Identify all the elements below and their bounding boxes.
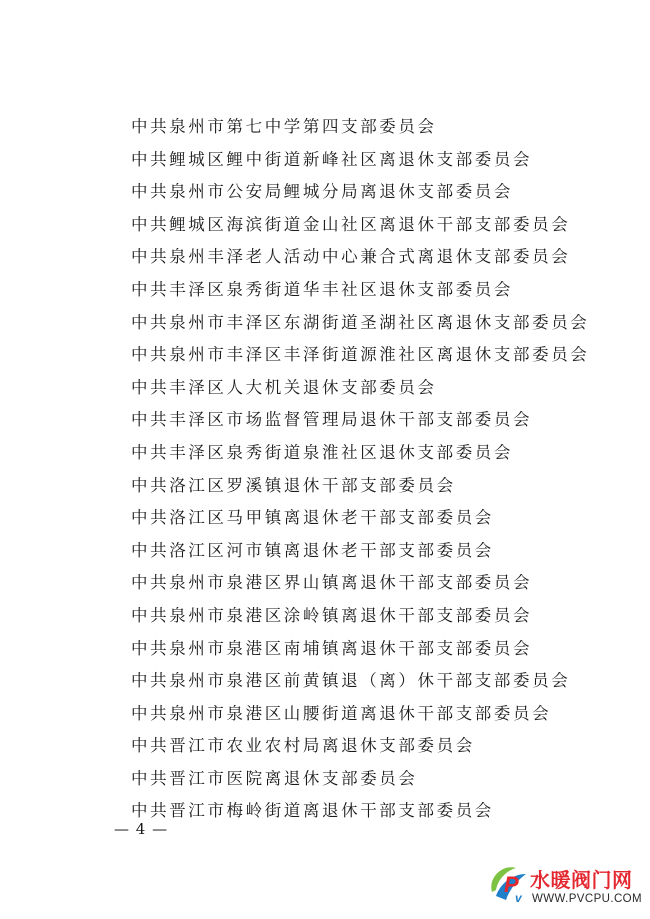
svg-text:v: v — [515, 891, 522, 905]
list-item: 中共丰泽区人大机关退休支部委员会 — [131, 377, 437, 397]
valve-logo-icon — [486, 862, 532, 908]
watermark-url: WWW.PVCPU.COM — [532, 893, 642, 905]
watermark-title: 水暖阀门网 — [530, 868, 633, 892]
organization-list — [131, 111, 589, 828]
list-item: 中共泉州丰泽老人活动中心兼合式离退休支部委员会 — [131, 247, 571, 267]
list-item: 中共洛江区河市镇离退休老干部支部委员会 — [131, 540, 494, 560]
list-item: 中共晋江市农业农村局离退休支部委员会 — [131, 736, 475, 756]
list-item: 中共丰泽区泉秀街道华丰社区退休支部委员会 — [131, 279, 513, 299]
list-item: 中共泉州市丰泽区丰泽街道源淮社区离退休支部委员会 — [131, 345, 590, 365]
page-number: — 4 — — [114, 820, 169, 838]
list-item: 中共洛江区马甲镇离退休老干部支部委员会 — [131, 508, 494, 528]
list-item: 中共晋江市梅岭街道离退休干部支部委员会 — [131, 801, 494, 821]
list-item: 中共泉州市泉港区涂岭镇离退休干部支部委员会 — [131, 605, 533, 625]
list-item: 中共泉州市泉港区前黄镇退（离）休干部支部委员会 — [131, 671, 571, 691]
list-item: 中共泉州市泉港区山腰街道离退休干部支部委员会 — [131, 703, 552, 723]
list-item: 中共泉州市丰泽区东湖街道圣湖社区离退休支部委员会 — [131, 312, 590, 332]
list-item: 中共晋江市医院离退休支部委员会 — [131, 768, 418, 788]
list-item: 中共丰泽区泉秀街道泉淮社区退休支部委员会 — [131, 442, 513, 462]
watermark — [486, 862, 648, 916]
list-item: 中共泉州市公安局鲤城分局离退休支部委员会 — [131, 182, 513, 202]
list-item: 中共丰泽区市场监督管理局退休干部支部委员会 — [131, 410, 533, 430]
list-item: 中共鲤城区海滨街道金山社区离退休干部支部委员会 — [131, 214, 571, 234]
list-item: 中共泉州市泉港区界山镇离退休干部支部委员会 — [131, 573, 533, 593]
list-item: 中共泉州市第七中学第四支部委员会 — [131, 117, 437, 136]
list-item: 中共洛江区罗溪镇退休干部支部委员会 — [131, 475, 456, 495]
list-item: 中共鲤城区鲤中街道新峰社区离退休支部委员会 — [131, 149, 533, 169]
list-item: 中共泉州市泉港区南埔镇离退休干部支部委员会 — [131, 638, 533, 658]
svg-text:P: P — [504, 872, 519, 897]
